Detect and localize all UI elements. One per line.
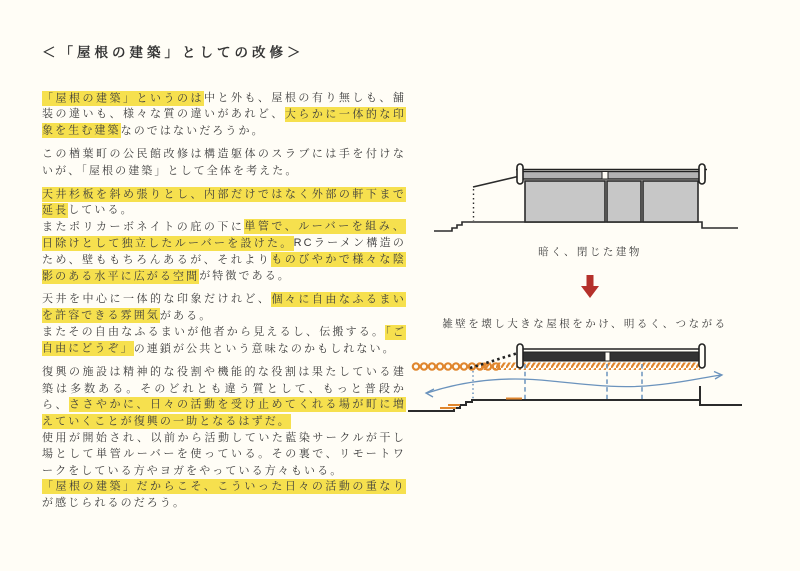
closed-building-section-drawing — [430, 138, 740, 238]
paragraph-reconstruction-activities: 復興の施設は精神的な役割や機能的な役割は果たしている建築は多数ある。そのどれとも違う質として、もっと普段から、ささやかに、日々の活動を受け止めてくれる場が町に増えていくことが復興の一助となるはずだ。 使用が開始され、以前から活動していた藍染サークルが干し場として単管ルーバーを使っている。その裏で、リモートワークをしている方やヨガをやっている方々もいる。 「屋根の建築」だからこそ、こういった日々の活動の重なりが感じられるのだろう。 — [42, 366, 407, 510]
parapet-cap-left — [517, 344, 523, 368]
wall-panel — [643, 181, 698, 222]
floor-line — [477, 222, 738, 228]
parapet-cap-right — [699, 344, 705, 368]
roof-slab — [520, 352, 702, 361]
down-arrow-shape — [581, 275, 599, 298]
diagram-open-building — [406, 338, 746, 418]
closed-wall-panels — [525, 181, 698, 222]
entry-steps — [434, 222, 477, 231]
open-building-section-drawing — [406, 338, 746, 418]
eave-slope-line — [473, 176, 520, 187]
diagram-closed-building — [430, 138, 740, 238]
roof-slab — [519, 172, 705, 180]
wall-panel — [525, 181, 605, 222]
down-arrow-icon — [581, 275, 599, 299]
parapet-cap-right — [699, 164, 705, 184]
paragraph-free-behavior: 天井を中心に一体的な印象だけれど、個々に自由なふるまいを許容できる雰囲気がある。 またその自由なふるまいが他者から見えるし、伝搬する。「ご自由にどうぞ」の連鎖が公共という意味なのかもしれない。 — [42, 293, 407, 355]
paragraph-ceiling-cedar-louver: 天井杉板を斜め張りとし、内部だけではなく外部の軒下まで延長している。 またポリカーボネイトの庇の下に単管で、ルーバーを組み、日除けとして独立したルーバーを設けた。RCラーメン構造のため、壁ももちろんあるが、それよりものびやかで様々な陰影のある水平に広がる空間が特徴である。 — [42, 188, 407, 283]
airflow-wave-arrow — [426, 372, 722, 398]
roof-beam-notch — [602, 172, 608, 180]
page-title: ＜「屋根の建築」としての改修＞ — [42, 45, 305, 60]
paragraph-roof-architecture-intro: 「屋根の建築」というのは中と外も、屋根の有り無しも、舗装の違いも、様々な質の違いがあれど、大らかに一体的な印象を生む建築なのではないだろうか。 — [42, 92, 406, 137]
ground-line — [434, 222, 738, 231]
body-text — [42, 90, 406, 519]
wave-line — [427, 375, 721, 393]
cedar-ceiling-hatch — [476, 363, 700, 371]
caption-closed-building: 暗く、閉じた建物 — [538, 246, 642, 258]
arrowhead-left — [426, 389, 434, 397]
parapet-cap-left — [517, 164, 523, 184]
wall-panel — [607, 181, 641, 222]
roof-beam-notch — [605, 352, 610, 361]
paragraph-naraha-community-center: この楢葉町の公民館改修は構造躯体のスラブには手を付けないが、「屋根の建築」として全体を考えた。 — [42, 148, 406, 177]
caption-open-building: 雑壁を壊し大きな屋根をかけ、明るく、つながる — [442, 318, 728, 330]
